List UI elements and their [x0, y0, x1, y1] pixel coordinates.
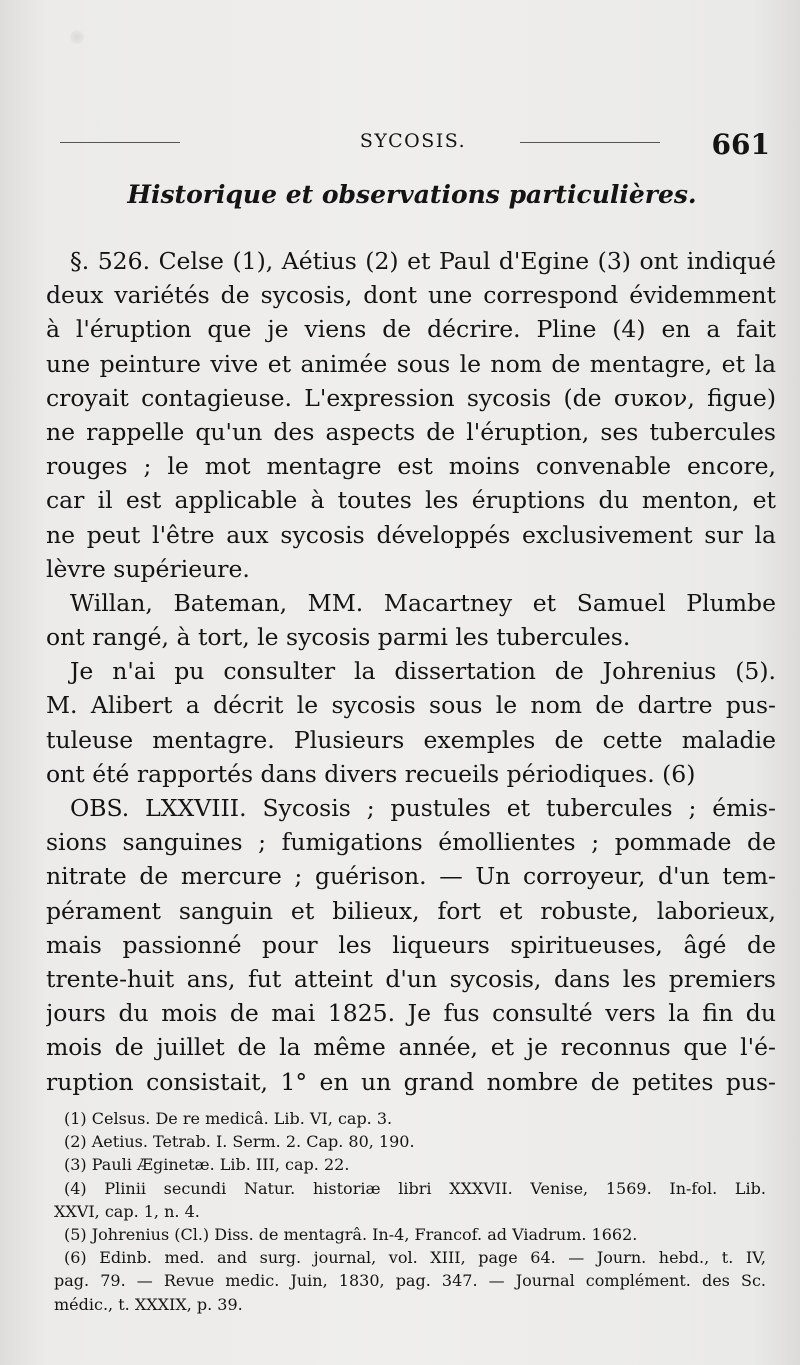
text-line: pérament sanguin et bilieux, fort et robuste, laborieux,: [46, 896, 776, 925]
footnote-continuation: XXVI, cap. 1, n. 4.: [54, 1201, 200, 1221]
text-line: OBS. LXXVIII. Sycosis ; pustules et tubercules ; émis-: [70, 794, 776, 822]
footnote-continuation: pag. 79. — Revue medic. Juin, 1830, pag. 347. — Journal complément. des Sc.: [54, 1271, 766, 1291]
text-line: mois de juillet de la même année, et je reconnus que l'é-: [46, 1033, 776, 1062]
footnote: (2) Aetius. Tetrab. I. Serm. 2. Cap. 80, 190.: [64, 1132, 415, 1152]
text-line: ont rangé, à tort, le sycosis parmi les tubercules.: [46, 623, 631, 652]
body-text: [46, 244, 776, 1099]
text-line: ne rappelle qu'un des aspects de l'éruption, ses tubercules: [46, 417, 776, 446]
text-line: M. Alibert a décrit le sycosis sous le nom de dartre pus-: [46, 691, 776, 720]
text-line: car il est applicable à toutes les éruptions du menton, et: [46, 486, 776, 515]
text-line: lèvre supérieure.: [46, 554, 250, 583]
footnotes: [54, 1107, 766, 1316]
ink-speck: [70, 30, 84, 44]
text-line: Willan, Bateman, MM. Macartney et Samuel Plumbe: [70, 588, 776, 617]
footnote: (5) Johrenius (Cl.) Diss. de mentagrâ. In-4, Francof. ad Viadrum. 1662.: [64, 1224, 638, 1244]
footnote: (4) Plinii secundi Natur. historiæ libri XXXVII. Venise, 1569. In-fol. Lib.: [64, 1178, 766, 1198]
text-line: une peinture vive et animée sous le nom de mentagre, et la: [46, 349, 776, 378]
text-line: §. 526. Celse (1), Aétius (2) et Paul d'Egine (3) ont indiqué: [70, 247, 776, 275]
text-line: croyait contagieuse. L'expression sycosis (de συκον, figue): [46, 383, 776, 412]
text-line: ruption consistait, 1° en un grand nombre de petites pus-: [46, 1067, 776, 1096]
text-line: rouges ; le mot mentagre est moins convenable encore,: [46, 452, 776, 481]
text-line: deux variétés de sycosis, dont une correspond évidemment: [46, 281, 776, 310]
text-line: trente-huit ans, fut atteint d'un sycosis, dans les premiers: [46, 964, 776, 993]
running-title: SYCOSIS.: [359, 130, 467, 152]
footnote: (6) Edinb. med. and surg. journal, vol. XIII, page 64. — Journ. hebd., t. IV,: [64, 1248, 766, 1268]
text-line: ont été rapportés dans divers recueils périodiques. (6): [46, 759, 696, 788]
text-line: jours du mois de mai 1825. Je fus consulté vers la fin du: [46, 999, 776, 1028]
footnote: (1) Celsus. De re medicâ. Lib. VI, cap. 3.: [64, 1109, 393, 1128]
footnote-continuation: médic., t. XXXIX, p. 39.: [54, 1294, 243, 1314]
footnote: (3) Pauli Æginetæ. Lib. III, cap. 22.: [64, 1155, 350, 1175]
page-number: 661: [711, 128, 770, 161]
page-header: [50, 128, 776, 164]
text-line: à l'éruption que je viens de décrire. Pline (4) en a fait: [46, 315, 776, 344]
text-line: mais passionné pour les liqueurs spiritueuses, âgé de: [46, 930, 776, 959]
text-line: tuleuse mentagre. Plusieurs exemples de cette maladie: [46, 725, 776, 754]
text-line: ne peut l'être aux sycosis développés exclusivement sur la: [46, 520, 776, 549]
text-line: nitrate de mercure ; guérison. — Un corroyeur, d'un tem-: [46, 862, 776, 891]
section-heading: Historique et observations particulières.: [127, 180, 697, 209]
text-line: sions sanguines ; fumigations émollientes ; pommade de: [46, 828, 776, 857]
text-line: Je n'ai pu consulter la dissertation de Johrenius (5).: [70, 657, 776, 686]
